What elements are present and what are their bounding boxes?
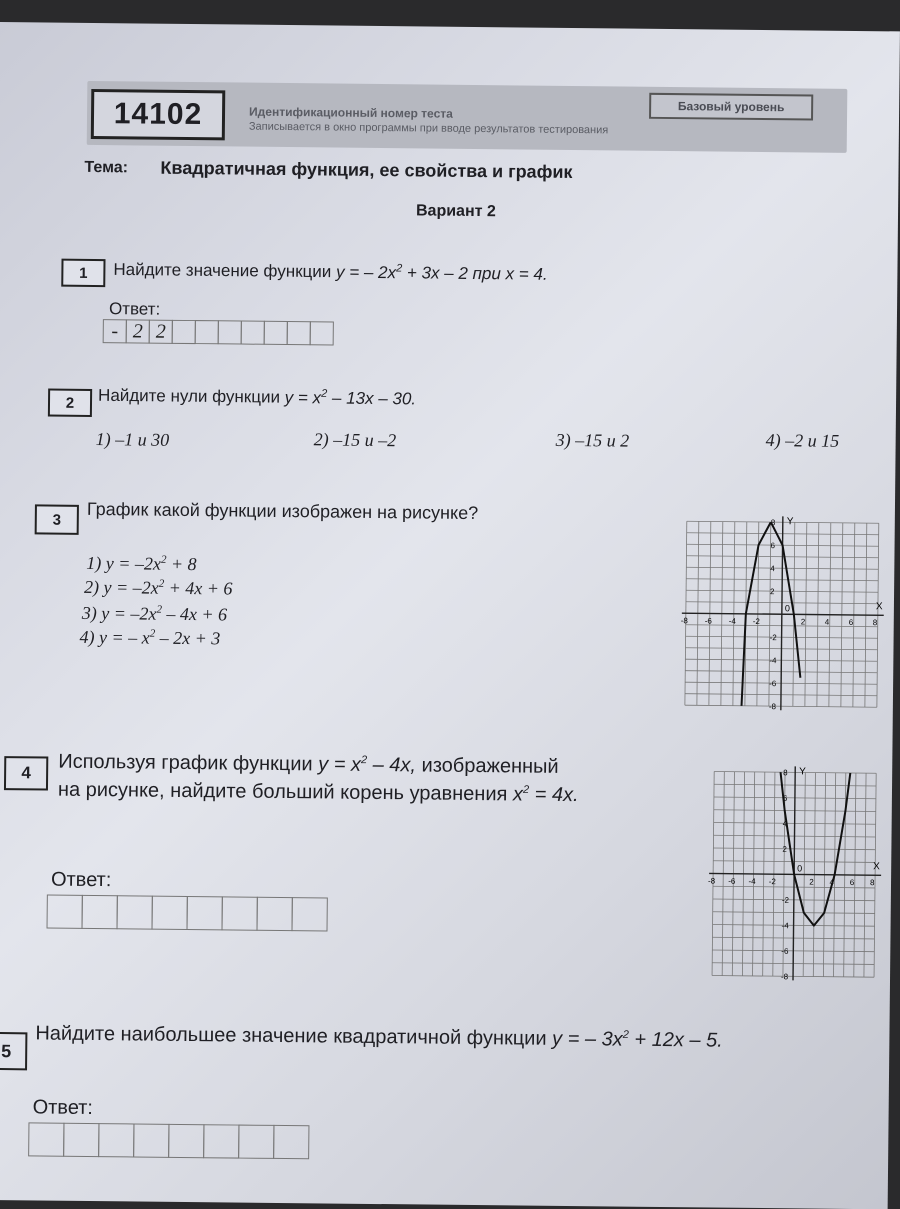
x-tick-label: 8 <box>872 618 878 628</box>
x-axis-label: X <box>875 601 883 613</box>
answer-cell[interactable] <box>291 897 327 931</box>
answer-cell[interactable] <box>117 895 153 929</box>
y-tick-label: 6 <box>782 793 788 803</box>
question-1-number: 1 <box>61 259 105 287</box>
y-tick-label: -8 <box>768 702 777 712</box>
x-tick-label: -4 <box>748 876 756 886</box>
answer-cell[interactable] <box>172 320 196 344</box>
answer-cell[interactable] <box>82 895 118 929</box>
question-1-answer-label: Ответ: <box>108 299 161 319</box>
question-4-graph <box>704 763 884 985</box>
question-2-number: 2 <box>48 389 92 417</box>
question-5-prompt: Найдите наибольшее значение квадратичной функции <box>35 1022 553 1050</box>
variant-title: Вариант 2 <box>415 202 496 221</box>
question-3-option-3[interactable]: 3) $y = -2x^2 - 4x + 6$ <box>81 602 228 625</box>
y-tick-label: -4 <box>769 656 777 666</box>
question-5-answer-grid <box>28 1122 308 1159</box>
y-tick-label: -2 <box>781 895 790 905</box>
test-id-note: Записывается в окно программы при вводе результатов тестирования <box>248 120 609 137</box>
x-tick-label: 4 <box>829 877 835 887</box>
y-tick-label: -4 <box>781 921 789 931</box>
y-tick-label: -6 <box>769 679 777 689</box>
question-5-formula: y = – $3x^2 + 12x - 5$. <box>552 1027 723 1052</box>
question-4-line-2: на рисунке, найдите больший корень уравнения $x^2 = 4x$. <box>57 778 579 807</box>
topic-label: Тема: <box>84 158 129 177</box>
y-tick-label: 4 <box>770 564 775 574</box>
answer-cell[interactable] <box>203 1124 239 1158</box>
question-4-answer-grid <box>47 895 327 932</box>
x-tick-label: -8 <box>707 876 716 886</box>
y-tick-label: 8 <box>783 768 788 778</box>
answer-cell[interactable] <box>195 320 219 344</box>
y-tick-label: -2 <box>769 633 777 643</box>
question-1-text <box>113 259 547 284</box>
question-1-formula: y = – $2x^2 + 3x - 2$ при x = 4. <box>335 262 548 284</box>
question-4-answer-label: Ответ: <box>50 868 112 892</box>
answer-cell[interactable]: 2 <box>126 319 150 343</box>
question-1-answer-grid <box>103 319 333 345</box>
answer-cell[interactable] <box>310 321 334 345</box>
question-3-graph <box>679 515 885 713</box>
y-tick-label: -6 <box>781 946 789 956</box>
question-2-option-3[interactable]: 3) –15 и 2 <box>555 429 630 451</box>
answer-cell[interactable] <box>273 1125 309 1159</box>
answer-cell[interactable] <box>264 321 288 345</box>
question-3-option-4[interactable]: 4) y = – $x^2 - 2x + 3$ <box>79 626 221 649</box>
y-axis-label: Y <box>786 516 794 528</box>
question-2-formula: $y = x^2 - 13x - 30$. <box>284 387 417 409</box>
question-2-text <box>98 385 416 409</box>
answer-cell[interactable] <box>168 1124 204 1158</box>
y-tick-label: -8 <box>780 972 789 982</box>
x-axis-label: X <box>873 861 880 873</box>
y-axis-label: Y <box>799 766 806 778</box>
answer-cell[interactable] <box>241 321 265 345</box>
question-1-prompt: Найдите значение функции <box>113 259 337 282</box>
test-sheet <box>0 22 900 1209</box>
answer-cell[interactable] <box>287 321 311 345</box>
y-tick-label: 8 <box>770 518 776 528</box>
question-4-equation: $x^2 = 4x$. <box>512 783 579 807</box>
test-id-box: 14102 <box>91 89 226 140</box>
question-4-number: 4 <box>4 756 48 790</box>
x-tick-label: 6 <box>848 617 854 627</box>
answer-cell[interactable] <box>187 896 223 930</box>
x-tick-label: 2 <box>809 877 814 887</box>
origin-label: 0 <box>797 863 803 874</box>
question-4-formula: $y = x^2 - 4x$, <box>318 753 417 777</box>
answer-cell[interactable] <box>152 896 188 930</box>
x-tick-label: 6 <box>849 877 855 887</box>
question-2-option-2[interactable]: 2) –15 и –2 <box>313 429 397 451</box>
question-3-text: График какой функции изображен на рисунке? <box>86 498 479 524</box>
question-2-option-4[interactable]: 4) –2 и 15 <box>765 430 840 451</box>
question-5-answer-label: Ответ: <box>32 1096 94 1120</box>
answer-cell[interactable] <box>238 1125 274 1159</box>
question-3-option-1[interactable]: 1) $y = -2x^2 + 8$ <box>86 552 197 575</box>
level-badge: Базовый уровень <box>649 93 813 121</box>
answer-cell[interactable] <box>98 1123 134 1157</box>
answer-cell[interactable] <box>218 320 242 344</box>
answer-cell[interactable] <box>47 895 83 929</box>
answer-cell[interactable]: 2 <box>149 320 173 344</box>
answer-cell[interactable] <box>133 1123 169 1157</box>
x-tick-label: 8 <box>869 878 875 888</box>
y-tick-label: 4 <box>782 819 788 829</box>
question-3-number: 3 <box>35 504 79 534</box>
x-tick-label: -6 <box>704 616 712 626</box>
question-5-number: 5 <box>0 1032 27 1070</box>
answer-cell[interactable]: - <box>103 319 127 343</box>
y-tick-label: 2 <box>782 844 787 854</box>
x-tick-label: 2 <box>800 617 806 627</box>
answer-cell[interactable] <box>63 1123 99 1157</box>
x-tick-label: -2 <box>752 616 760 626</box>
x-tick-label: -4 <box>728 616 736 626</box>
question-3-option-2[interactable]: 2) $y = -2x^2 + 4x + 6$ <box>83 576 233 599</box>
question-2-option-1[interactable]: 1) –1 и 30 <box>95 429 170 450</box>
answer-cell[interactable] <box>256 897 292 931</box>
origin-label: 0 <box>784 603 790 614</box>
question-5-text <box>35 1022 723 1052</box>
test-id-label: Идентификационный номер теста <box>249 104 453 121</box>
question-2-prompt: Найдите нули функции <box>97 385 285 407</box>
y-tick-label: 2 <box>770 587 775 597</box>
x-tick-label: -6 <box>728 876 736 886</box>
x-tick-label: -2 <box>768 877 776 887</box>
topic-title: Квадратичная функция, ее свойства и график <box>160 157 573 183</box>
x-tick-label: 4 <box>824 617 830 627</box>
answer-cell[interactable] <box>28 1122 64 1156</box>
y-tick-label: 6 <box>770 541 776 551</box>
answer-cell[interactable] <box>221 896 257 930</box>
question-4-line-1: Используя график функции $y = x^2 - 4x$, изображенный <box>58 750 559 778</box>
x-tick-label: -8 <box>680 616 688 626</box>
